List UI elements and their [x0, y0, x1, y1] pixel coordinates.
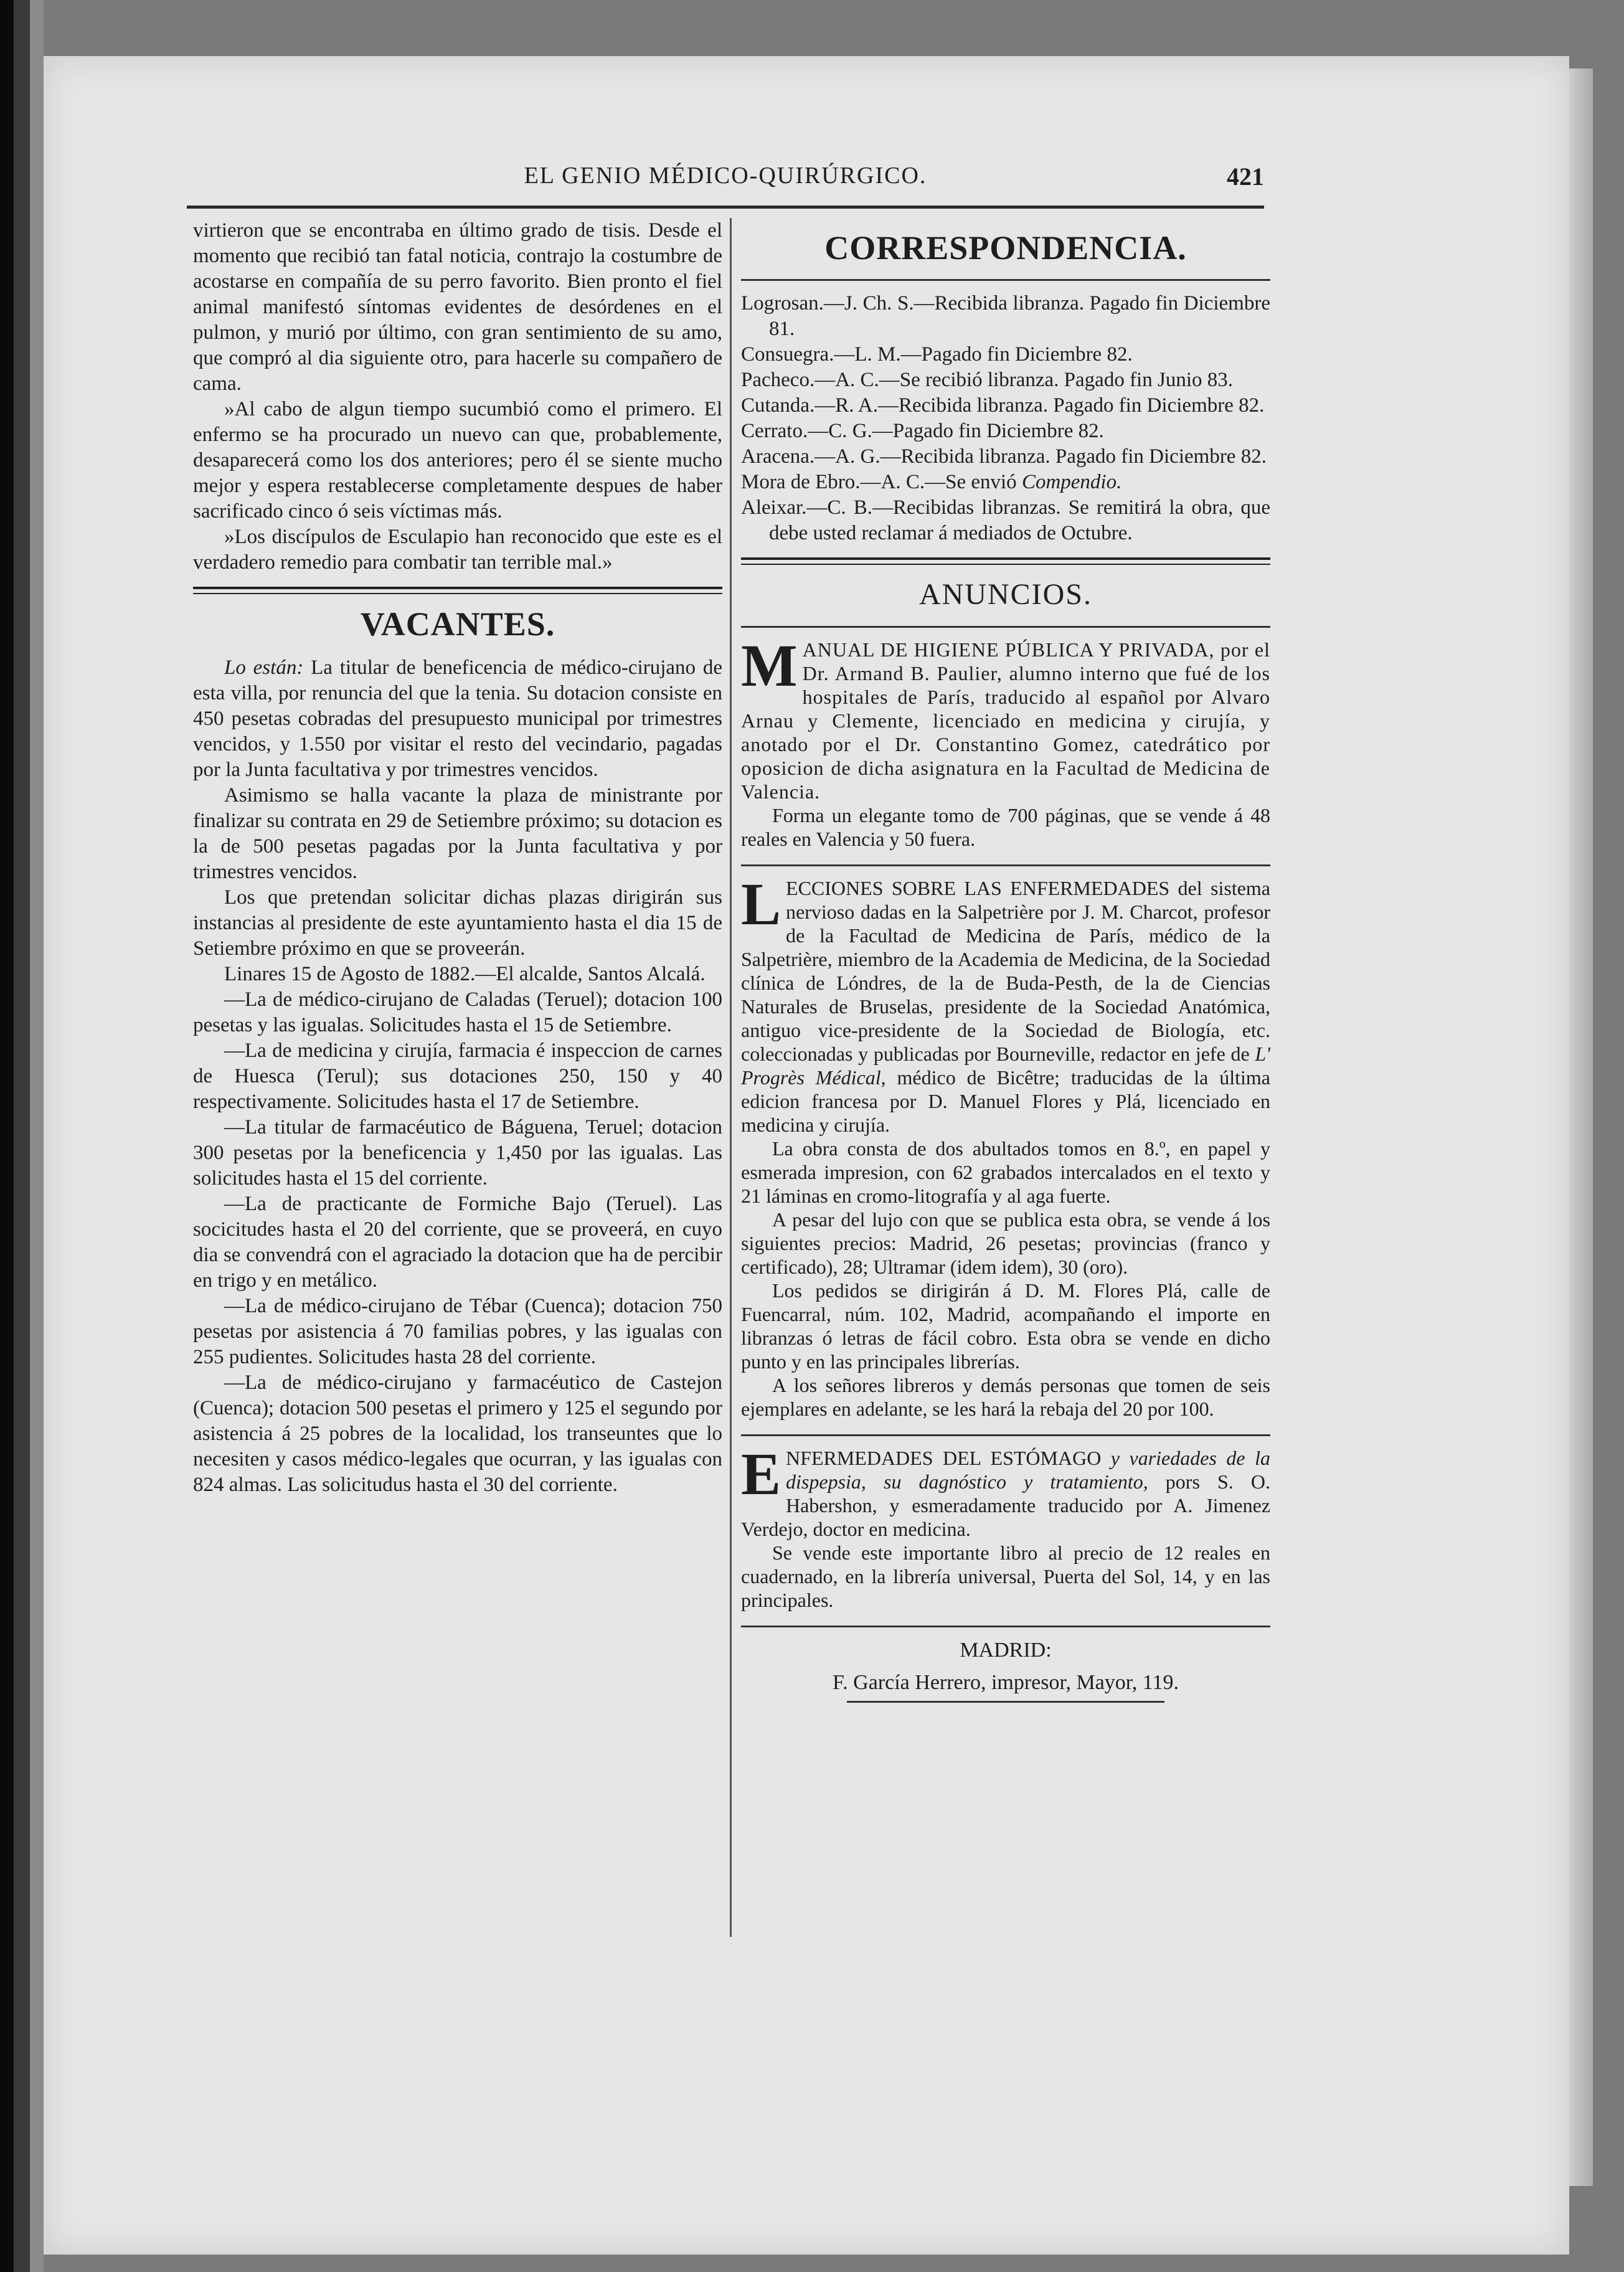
correspondence-item: Logrosan.—J. Ch. S.—Recibida libranza. Pagado fin Diciembre 81. — [741, 292, 1270, 340]
page-edge — [1568, 69, 1593, 2186]
advertisement-lecciones — [741, 871, 1270, 1421]
ad-paragraph — [741, 871, 1270, 1137]
correspondence-item: Pacheco.—A. C.—Se recibió libranza. Pagado fin Junio 83. — [741, 369, 1233, 391]
ad-paragraph: A los señores libreros y demás personas que tomen de seis ejemplares en adelante, se les hará la rebaja del 20 por 100. — [741, 1374, 1270, 1420]
page-number: 421 — [1227, 163, 1264, 191]
drop-cap: L — [741, 871, 781, 937]
ad-text: NFERMEDADES DEL ESTÓMAGO — [786, 1447, 1111, 1469]
ad-paragraph: La obra consta de dos abultados tomos en 8.º, en papel y esmerada impresion, con 62 grabados intercalados en el texto y 21 láminas en cromo-litografía y al aga fuerte. — [741, 1137, 1270, 1207]
vacancy-text: La titular de beneficencia de médico-cirujano de esta villa, por renuncia del que la tenia. Su dotacion consiste en 450 pesetas cobradas del presupuesto municipal por trimestres vencidos, y 1.550 por visitar el resto del vecindario, pagadas por la Junta facultativa y por trimestres vencidos. — [193, 656, 722, 781]
ad-paragraph: Se vende este importante libro al precio de 12 reales en cuadernado, en la librería universal, Puerta del Sol, 14, y en las principales. — [741, 1541, 1270, 1611]
correspondence-italic: Compendio. — [1021, 471, 1122, 493]
header-rule — [187, 206, 1264, 209]
ad-rule — [741, 1434, 1270, 1436]
correspondencia-title: CORRESPONDENCIA. — [824, 229, 1187, 267]
vacancy-paragraph: —La de médico-cirujano de Caladas (Teruel); dotacion 100 pesetas y las igualas. Solicitudes hasta el 15 de Setiembre. — [193, 988, 722, 1036]
ad-paragraph — [741, 1441, 1271, 1541]
left-column — [193, 218, 722, 1498]
ad-paragraph: Forma un elegante tomo de 700 páginas, que se vende á 48 reales en Valencia y 50 fuera. — [741, 804, 1270, 850]
ad-paragraph: Los pedidos se dirigirán á D. M. Flores Plá, calle de Fuencarral, núm. 102, Madrid, acompañando el importe en libranzas ó letras de fácil cobro. Esta obra se vende en dicho punto y en las principales librerías. — [741, 1279, 1270, 1373]
vacancy-paragraph: —La de medicina y cirujía, farmacia é inspeccion de carnes de Huesca (Terul); sus dotaciones 250, 150 y 40 respectivamente. Solicitudes hasta el 17 de Setiembre. — [193, 1039, 722, 1113]
vacantes-lead: Lo están: — [224, 656, 304, 679]
vacancy-paragraph: Asimismo se halla vacante la plaza de ministrante por finalizar su contrata en 29 de Setiembre próximo; su dotacion es la de 500 pesetas pagadas por la Junta facultativa y por trimestres vencidos. — [193, 784, 722, 883]
ad-italic: L' Progrès Médical — [741, 1043, 1270, 1089]
vacancy-paragraph — [193, 655, 722, 783]
section-rule — [193, 587, 722, 594]
ad-text: , médico de Bicêtre; traducidas de la última edicion francesa por D. Manuel Flores y Plá, licenciado en medicina y cirujía. — [741, 1066, 1270, 1136]
drop-cap: E — [741, 1441, 781, 1507]
ad-italic: y variedades de la dispepsia, su dagnóstico y tratamiento, — [786, 1447, 1270, 1493]
body-paragraph: »Al cabo de algun tiempo sucumbió como el primero. El enfermo se ha procurado un nuevo can que, probablemente, desaparecerá como los dos anteriores; pero él se siente mucho mejor y espera restablecerse completamente despues de haber sacrificado cinco ó seis víctimas más. — [193, 398, 722, 523]
running-title: EL GENIO MÉDICO-QUIRÚRGICO. — [524, 163, 927, 189]
right-column — [741, 218, 1270, 1703]
vacancy-paragraph: —La titular de farmacéutico de Báguena, Teruel; dotacion 300 pesetas por la beneficencia y 1,450 por las igualas. Las solicitudes hasta el 15 del corriente. — [193, 1116, 722, 1190]
advertisement-estomago — [741, 1441, 1271, 1612]
imprint-printer: F. García Herrero, impresor, Mayor, 119. — [832, 1671, 1179, 1694]
ad-paragraph: A pesar del lujo con que se publica esta obra, se vende á los siguientes precios: Madrid, 26 pesetas; provincias (franco y certificado), 28; Ultramar (idem idem), 30 (oro). — [741, 1208, 1270, 1278]
advertisement-manual-higiene — [741, 632, 1270, 851]
book-binding — [0, 0, 44, 2272]
vacancy-paragraph: —La de médico-cirujano y farmacéutico de Castejon (Cuenca); dotacion 500 pesetas el primero y 125 el segundo por asistencia á 25 pobres de la localidad, los transeuntes que lo necesiten y casos médico-legales que ocurran, y las igualas con 824 almas. Las solicitudus hasta el 30 del corriente. — [193, 1371, 722, 1496]
section-rule — [741, 557, 1270, 565]
vacancy-paragraph: Linares 15 de Agosto de 1882.—El alcalde, Santos Alcalá. — [224, 963, 706, 985]
ad-rule — [741, 1626, 1270, 1627]
imprint-rule — [847, 1701, 1164, 1703]
column-divider — [730, 218, 732, 1937]
section-rule — [741, 626, 1270, 628]
ad-text: ECCIONES SOBRE LAS ENFERMEDADES del sistema nervioso dadas en la Salpetrière por J. M. Charcot, profesor de la Facultad de Medicina de París, médico de la Salpetrière, miembro de la Academia de Medicina, de la Sociedad clínica de Lóndres, de la de Buda-Pesth, de la de Ciencias Naturales de Bruselas, presidente de la Sociedad Anatómica, antiguo vice-presidente de la Sociedad de Biología, etc. coleccionadas y publicadas por Bourneville, redactor en jefe de — [741, 877, 1270, 1065]
ad-paragraph — [741, 632, 1270, 803]
imprint-city: MADRID: — [960, 1639, 1052, 1662]
body-paragraph: virtieron que se encontraba en último grado de tisis. Desde el momento que recibió tan fatal noticia, contrajo la costumbre de acostarse en compañía de su perro favorito. Bien pronto el fiel animal manifestó síntomas evidentes de desórdenes en el pulmon, y murió por último, con gran sentimiento de su amo, que compró al dia siguiente otro, para hacerle su compañero de cama. — [193, 219, 722, 395]
anuncios-title: ANUNCIOS. — [918, 578, 1092, 611]
vacancy-paragraph: Los que pretendan solicitar dichas plazas dirigirán sus instancias al presidente de este ayuntamiento hasta el dia 15 de Setiembre próximo en que se proveerán. — [193, 886, 722, 960]
drop-cap: M — [741, 632, 798, 699]
ad-text: pors S. O. Habershon, y esmeradamente traducido por A. Jimenez Verdejo, doctor en medicina. — [741, 1470, 1271, 1540]
ad-text: ANUAL DE HIGIENE PÚBLICA Y PRIVADA, por el Dr. Armand B. Paulier, alumno interno que fué de los hospitales de París, traducido al español por Alvaro Arnau y Clemente, licenciado en medicina y cirujía, y anotado por el Dr. Constantino Gomez, catedrático por oposicion de dicha asignatura en la Facultad de Medicina de Valencia. — [741, 638, 1270, 803]
vacancy-paragraph: —La de médico-cirujano de Tébar (Cuenca); dotacion 750 pesetas por asistencia á 70 familias pobres, y las igualas con 255 pudientes. Solicitudes hasta 28 del corriente. — [193, 1295, 722, 1368]
correspondence-item: Cutanda.—R. A.—Recibida libranza. Pagado fin Diciembre 82. — [741, 394, 1265, 417]
correspondence-item — [741, 470, 1270, 495]
vacantes-title: VACANTES. — [360, 605, 555, 643]
ad-rule — [741, 864, 1270, 866]
vacancy-paragraph: —La de practicante de Formiche Bajo (Teruel). Las socicitudes hasta el 20 del corriente, que se proveerá, en cuyo dia se convendrá con el agraciado la dotacion que ha de percibir en trigo y en metálico. — [193, 1193, 722, 1292]
correspondence-text: Mora de Ebro.—A. C.—Se envió — [741, 471, 1022, 493]
section-rule — [741, 279, 1270, 281]
correspondence-item: Aleixar.—C. B.—Recibidas libranzas. Se remitirá la obra, que debe usted reclamar á mediados de Octubre. — [741, 496, 1270, 544]
correspondence-item: Cerrato.—C. G.—Pagado fin Diciembre 82. — [741, 420, 1104, 442]
running-head — [187, 162, 1264, 199]
correspondence-item: Consuegra.—L. M.—Pagado fin Diciembre 82. — [741, 343, 1133, 366]
body-paragraph: »Los discípulos de Esculapio han reconocido que este es el verdadero remedio para combatir tan terrible mal.» — [193, 526, 722, 574]
correspondence-item: Aracena.—A. G.—Recibida libranza. Pagado fin Diciembre 82. — [741, 445, 1267, 468]
